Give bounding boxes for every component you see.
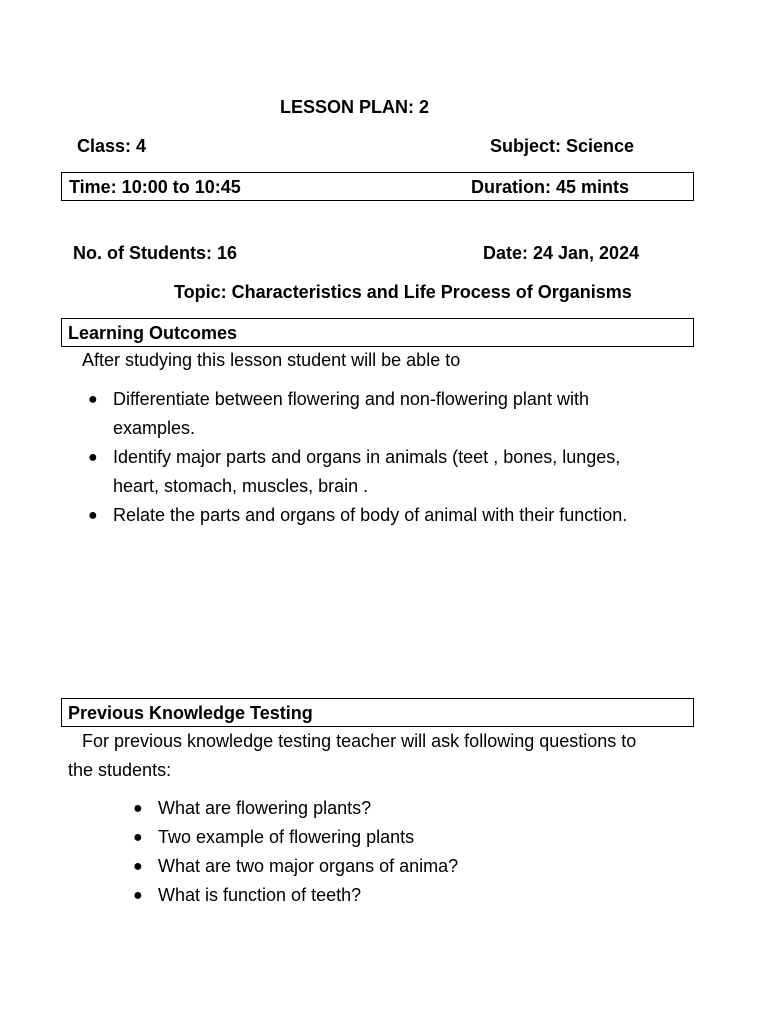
bullet-dot-icon: ● [133,887,143,904]
duration-label: Duration: 45 mints [471,177,630,197]
previous-knowledge-intro-line2: the students: [68,760,172,780]
learning-outcomes-list [88,385,708,530]
previous-knowledge-intro-line1: For previous knowledge testing teacher will ask following questions to [82,731,637,751]
bullet-dot-icon: ● [88,507,98,524]
subject-label: Subject: Science [490,136,635,156]
learning-outcomes-heading: Learning Outcomes [68,323,238,343]
previous-knowledge-heading-box [61,698,694,727]
bullet-dot-icon: ● [133,829,143,846]
previous-knowledge-heading: Previous Knowledge Testing [68,703,313,723]
topic-label: Topic: Characteristics and Life Process of Organisms [174,282,632,302]
date-label: Date: 24 Jan, 2024 [483,243,640,263]
class-label: Class: 4 [77,136,147,156]
list-item: ● What is function of teeth? [133,881,713,910]
time-label: Time: 10:00 to 10:45 [69,177,241,197]
list-item: ● What are two major organs of anima? [133,852,713,881]
learning-outcomes-intro: After studying this lesson student will be able to [82,350,461,370]
list-item: ● Identify major parts and organs in animals (teet , bones, lunges, heart, stomach, muscles, brain . [88,443,708,501]
list-item: ● What are flowering plants? [133,794,713,823]
bullet-dot-icon: ● [88,449,98,466]
previous-knowledge-list [133,794,713,910]
time-duration-box [61,172,694,201]
list-item: ● Relate the parts and organs of body of animal with their function. [88,501,708,530]
learning-outcomes-heading-box [61,318,694,347]
students-label: No. of Students: 16 [73,243,238,263]
bullet-dot-icon: ● [88,391,98,408]
bullet-dot-icon: ● [133,800,143,817]
bullet-dot-icon: ● [133,858,143,875]
list-item: ● Differentiate between flowering and non-flowering plant with examples. [88,385,708,443]
list-item: ● Two example of flowering plants [133,823,713,852]
page-title: LESSON PLAN: 2 [280,97,430,117]
